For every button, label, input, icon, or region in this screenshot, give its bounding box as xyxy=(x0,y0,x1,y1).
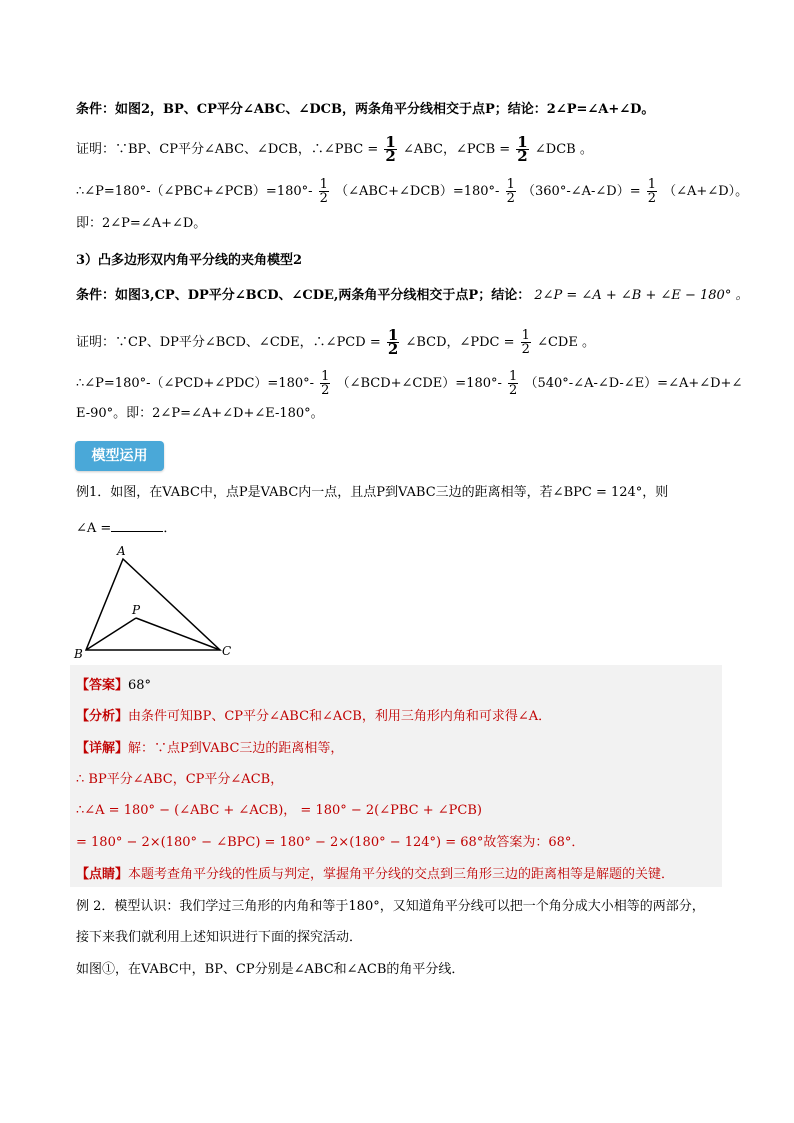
detail-tag: 【详解】 xyxy=(76,741,129,756)
fraction-half: $\frac{1}{2}$ xyxy=(517,133,528,165)
fraction-half: $\frac{1}{2}$ xyxy=(319,177,328,206)
segment-cp xyxy=(136,618,220,650)
sec2-proof-b: ∠ABC，∠PCB = xyxy=(402,142,511,157)
example1-period: ． xyxy=(163,521,177,536)
analysis-line xyxy=(76,708,551,726)
sec3-condition-line xyxy=(76,287,748,305)
sec2-l3a: ∴∠P=180°-（∠PBC+∠PCB）=180°- xyxy=(76,184,313,199)
sec3-conclusion: E-90°。即：2∠P=∠A+∠D+∠E-180°。 xyxy=(76,406,324,421)
sec3-proof-c: ∠CDE 。 xyxy=(537,335,595,350)
vertex-label-a: A xyxy=(117,544,126,558)
example1-angle-a: ∠A = xyxy=(76,521,112,536)
sec2-condition: 条件：如图2，BP、CP平分∠ABC、∠DCB，两条角平分线相交于点P；结论：2∠P=∠A+∠D。 xyxy=(76,102,655,117)
sec3-proof-a: 证明：∵CP、DP平分∠BCD、∠CDE，∴∠PCD = xyxy=(76,335,381,350)
point-line xyxy=(76,866,674,884)
sec2-l3b: （∠ABC+∠DCB）=180°- xyxy=(335,184,500,199)
detail-line xyxy=(76,740,343,758)
sec3-l3b: （∠BCD+∠CDE）=180°- xyxy=(336,376,502,391)
detail-step-4 xyxy=(76,834,584,852)
sec3-l3c: （540°-∠A-∠D-∠E）=∠A+∠D+∠ xyxy=(524,376,743,391)
vertex-label-b: B xyxy=(74,647,83,661)
answer-value: 68° xyxy=(128,678,152,693)
sec3-derivation xyxy=(76,370,742,397)
segment-bp xyxy=(86,618,136,650)
detail-step-4-result: 故答案为：68°． xyxy=(483,835,585,850)
example1-blank-line xyxy=(76,519,176,538)
point-text: 本题考查角平分线的性质与判定，掌握角平分线的交点到三角形三边的距离相等是解题的关键． xyxy=(128,867,675,882)
sec2-l3d: （∠A+∠D）。 xyxy=(663,184,749,199)
answer-line xyxy=(76,677,151,695)
detail-step-2: ∴ BP平分∠ABC，CP平分∠ACB， xyxy=(76,772,284,787)
fraction-half: $\frac{1}{2}$ xyxy=(387,326,399,358)
sec2-l3c: （360°-∠A-∠D）= xyxy=(522,184,641,199)
sec3-proof-b: ∠BCD，∠PDC = xyxy=(405,335,515,350)
fraction-half: $\frac{1}{2}$ xyxy=(385,133,396,165)
sec2-conclusion: 即：2∠P=∠A+∠D。 xyxy=(76,216,207,231)
example2-line-1: 例 2．模型认识：我们学过三角形的内角和等于180°，又知道角平分线可以把一个角分成大小相等的两部分， xyxy=(76,899,705,914)
sec3-condition: 条件：如图3,CP、DP平分∠BCD、∠CDE,两条角平分线相交于点P；结论： xyxy=(76,288,531,303)
point-label-p: P xyxy=(132,603,141,617)
example2-line-3: 如图①，在VABC中，BP、CP分别是∠ABC和∠ACB的角平分线． xyxy=(76,962,465,977)
sec3-proof-line xyxy=(76,326,595,358)
triangle-figure xyxy=(70,540,240,665)
fraction-half: $\frac{1}{2}$ xyxy=(509,369,518,398)
fraction-half: $\frac{1}{2}$ xyxy=(506,177,515,206)
analysis-tag: 【分析】 xyxy=(76,709,129,724)
fraction-half: $\frac{1}{2}$ xyxy=(521,328,530,357)
vertex-label-c: C xyxy=(222,644,232,658)
sec2-derivation xyxy=(76,178,748,205)
sec2-proof-line xyxy=(76,133,593,165)
fraction-half: $\frac{1}{2}$ xyxy=(647,177,657,206)
analysis-text: 由条件可知BP、CP平分∠ABC和∠ACB，利用三角形内角和可求得∠A． xyxy=(128,709,552,724)
detail-step-3: ∴∠A = 180° − (∠ABC + ∠ACB)， = 180° − 2(∠PBC + ∠PCB) xyxy=(76,803,483,818)
fraction-half: $\frac{1}{2}$ xyxy=(321,369,330,398)
answer-blank xyxy=(111,519,163,532)
model-application-badge: 模型运用 xyxy=(75,441,164,471)
example2-line-2: 接下来我们就利用上述知识进行下面的探究活动． xyxy=(76,930,363,945)
sec2-proof-a: 证明：∵BP、CP平分∠ABC、∠DCB，∴∠PBC = xyxy=(76,142,379,157)
sec3-conclusion-formula: 2∠P = ∠A + ∠B + ∠E − 180° 。 xyxy=(534,288,749,303)
point-tag: 【点睛】 xyxy=(76,867,129,882)
sec3-heading: 3）凸多边形双内角平分线的夹角模型2 xyxy=(76,253,303,268)
example1-question: 例1．如图，在VABC中，点P是VABC内一点，且点P到VABC三边的距离相等，若∠BPC = 124°，则 xyxy=(76,485,669,500)
detail-step-4-formula: = 180° − 2×(180° − ∠BPC) = 180° − 2×(180° − 124°) = 68° xyxy=(76,835,484,850)
sec2-proof-c: ∠DCB 。 xyxy=(534,142,593,157)
detail-text: 解：∵点P到VABC三边的距离相等， xyxy=(128,741,344,756)
answer-tag: 【答案】 xyxy=(76,678,129,693)
sec3-l3a: ∴∠P=180°-（∠PCD+∠PDC）=180°- xyxy=(76,376,315,391)
